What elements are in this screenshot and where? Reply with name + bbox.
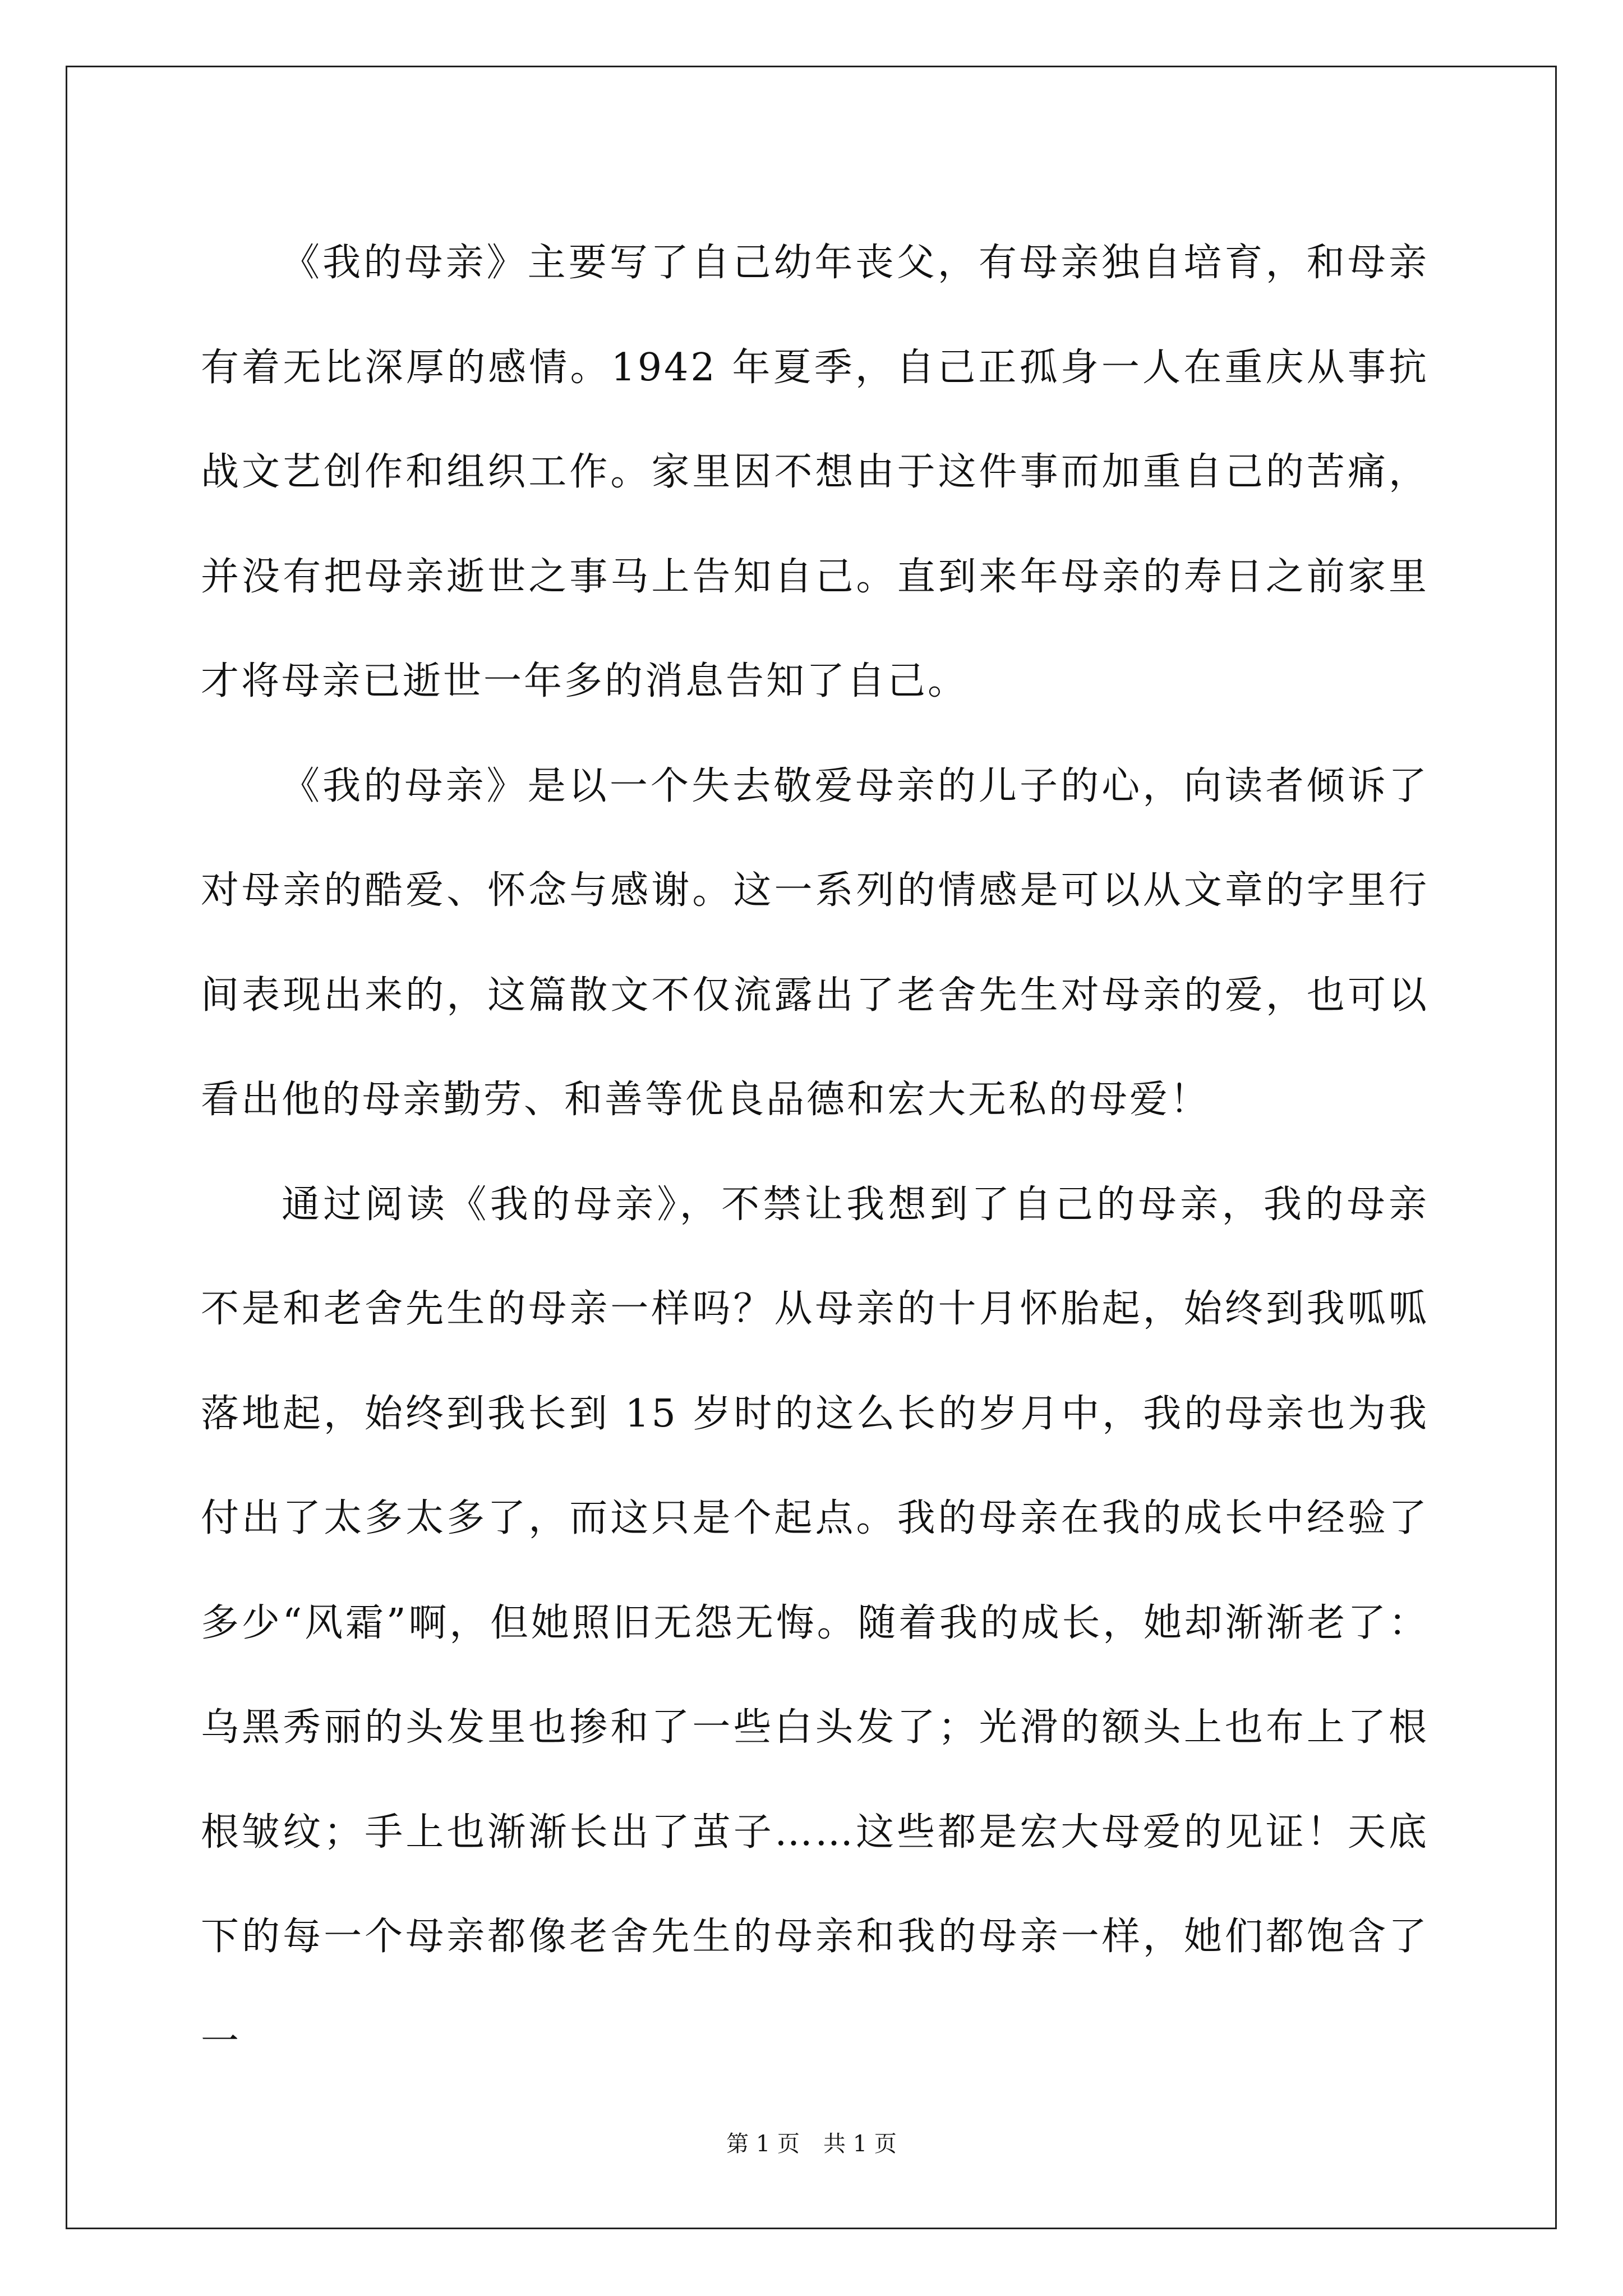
page-number-total: 共 1 页 (823, 2131, 897, 2157)
page-footer (0, 2127, 1623, 2161)
page-number-current: 第 1 页 (726, 2131, 800, 2157)
paragraph-1: 《我的母亲》主要写了自己幼年丧父，有母亲独自培育，和母亲有着无比深厚的感情。1942 年夏季，自己正孤身一人在重庆从事抗战文艺创作和组织工作。家里因不想由于这件事而加重自己的苦痛，并没有把母亲逝世之事马上告知自己。直到来年母亲的寿日之前家里才将母亲已逝世一年多的消息告知了自己。 (201, 241, 1429, 703)
paragraph-2: 《我的母亲》是以一个失去敬爱母亲的儿子的心，向读者倾诉了对母亲的酷爱、怀念与感谢。这一系列的情感是可以从文章的字里行间表现出来的，这篇散文不仅流露出了老舍先生对母亲的爱，也可以看出他的母亲勤劳、和善等优良品德和宏大无私的母爱！ (201, 763, 1429, 1122)
document-body (201, 211, 1429, 2094)
paragraph-3: 通过阅读《我的母亲》，不禁让我想到了自己的母亲，我的母亲不是和老舍先生的母亲一样吗？从母亲的十月怀胎起，始终到我呱呱落地起，始终到我长到 15 岁时的这么长的岁月中，我的母亲也为我付出了太多太多了，而这只是个起点。我的母亲在我的成长中经验了多少“风霜”啊，但她照旧无怨无悔。随着我的成长，她却渐渐老了：乌黑秀丽的头发里也掺和了一些白头发了；光滑的额头上也布上了根根皱纹；手上也渐渐长出了茧子……这些都是宏大母爱的见证！天底下的每一个母亲都像老舍先生的母亲和我的母亲一样，她们都饱含了一 (201, 1182, 1429, 2064)
